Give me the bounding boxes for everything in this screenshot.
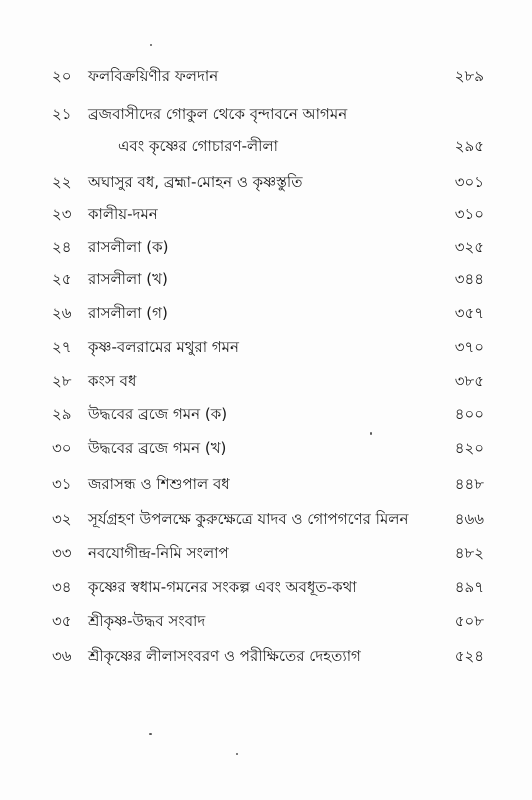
toc-entry	[0, 269, 532, 295]
page-number: ৪৬৬	[454, 510, 484, 528]
toc-entry	[0, 237, 532, 263]
chapter-number: ২৬	[52, 304, 72, 322]
toc-entry	[0, 303, 532, 329]
toc-entry	[0, 509, 532, 535]
chapter-number: ৩২	[52, 510, 72, 528]
chapter-title: সূর্যগ্রহণ উপলক্ষে কুরুক্ষেত্রে যাদব ও গোপগণের মিলন	[88, 510, 409, 528]
page-number: ৩৪৪	[454, 270, 484, 288]
chapter-title: অঘাসুর বধ, ব্রহ্মা-মোহন ও কৃষ্ণস্তুতি	[88, 173, 303, 191]
chapter-title: ফলবিক্রয়িণীর ফলদান	[88, 67, 219, 85]
chapter-number: ৩০	[52, 439, 72, 457]
page-number: ৪৪৮	[454, 475, 484, 493]
toc-entry	[0, 172, 532, 198]
chapter-title: রাসলীলা (গ)	[88, 304, 168, 322]
page-number: ৩২৫	[454, 238, 484, 256]
page-number: ২৮৯	[454, 67, 484, 85]
chapter-title: কালীয়-দমন	[88, 205, 158, 223]
chapter-title: ব্রজবাসীদের গোকুল থেকে বৃন্দাবনে আগমন	[88, 105, 348, 123]
toc-entry	[0, 543, 532, 569]
scan-speck	[149, 733, 152, 735]
chapter-title: শ্রীকৃষ্ণের লীলাসংবরণ ও পরীক্ষিতের দেহত্যাগ	[88, 647, 361, 665]
chapter-number: ৩১	[52, 475, 72, 493]
chapter-title: উদ্ধবের ব্রজে গমন (খ)	[88, 439, 227, 457]
toc-entry	[0, 204, 532, 230]
page-number: ৩৮৫	[454, 372, 484, 390]
chapter-number: ২৪	[52, 238, 72, 256]
page-number: ৪৮২	[454, 544, 484, 562]
toc-entry	[0, 337, 532, 363]
chapter-number: ২৮	[52, 372, 72, 390]
chapter-number: ৩৫	[52, 612, 72, 630]
chapter-number: ২৭	[52, 338, 72, 356]
toc-entry	[0, 611, 532, 637]
chapter-title-continuation: এবং কৃষ্ণের গোচারণ-লীলা	[118, 137, 278, 155]
chapter-title: জরাসন্ধ ও শিশুপাল বধ	[88, 475, 230, 493]
scan-speck	[370, 432, 372, 435]
page-number: ৩০১	[454, 173, 484, 191]
chapter-title: রাসলীলা (ক)	[88, 238, 169, 256]
chapter-title: রাসলীলা (খ)	[88, 270, 168, 288]
toc-entry	[0, 371, 532, 397]
page-number: ৪০০	[454, 405, 484, 423]
chapter-number: ৩৪	[52, 578, 72, 596]
chapter-number: ২৫	[52, 270, 72, 288]
chapter-number: ৩৬	[52, 647, 72, 665]
scan-speck	[150, 44, 152, 46]
chapter-title: নবযোগীন্দ্র-নিমি সংলাপ	[88, 544, 229, 562]
chapter-number: ২০	[52, 67, 72, 85]
toc-entry	[0, 474, 532, 500]
page-number: ৪২০	[454, 439, 484, 457]
chapter-number: ২৩	[52, 205, 72, 223]
chapter-number: ২১	[52, 105, 72, 123]
toc-entry	[0, 66, 532, 92]
page-number: ৫২৪	[454, 647, 484, 665]
scan-speck	[236, 753, 238, 755]
page-number: ৩৭০	[454, 338, 484, 356]
chapter-number: ২৯	[52, 405, 72, 423]
toc-entry	[0, 577, 532, 603]
chapter-title: কংস বধ	[88, 372, 137, 390]
chapter-title: কৃষ্ণের স্বধাম-গমনের সংকল্প এবং অবধূত-কথা	[88, 578, 357, 596]
toc-entry	[0, 104, 532, 160]
toc-entry	[0, 646, 532, 672]
page-number: ৪৯৭	[454, 578, 484, 596]
chapter-number: ২২	[52, 173, 72, 191]
page-number: ৩৫৭	[454, 304, 484, 322]
page-number: ৫০৮	[454, 612, 484, 630]
chapter-title: কৃষ্ণ-বলরামের মথুরা গমন	[88, 338, 239, 356]
chapter-title: উদ্ধবের ব্রজে গমন (ক)	[88, 405, 228, 423]
page-number: ২৯৫	[454, 137, 484, 155]
chapter-title: শ্রীকৃষ্ণ-উদ্ধব সংবাদ	[88, 612, 206, 630]
toc-entry	[0, 438, 532, 464]
toc-entry	[0, 404, 532, 430]
page-number: ৩১০	[454, 205, 484, 223]
chapter-number: ৩৩	[52, 544, 72, 562]
